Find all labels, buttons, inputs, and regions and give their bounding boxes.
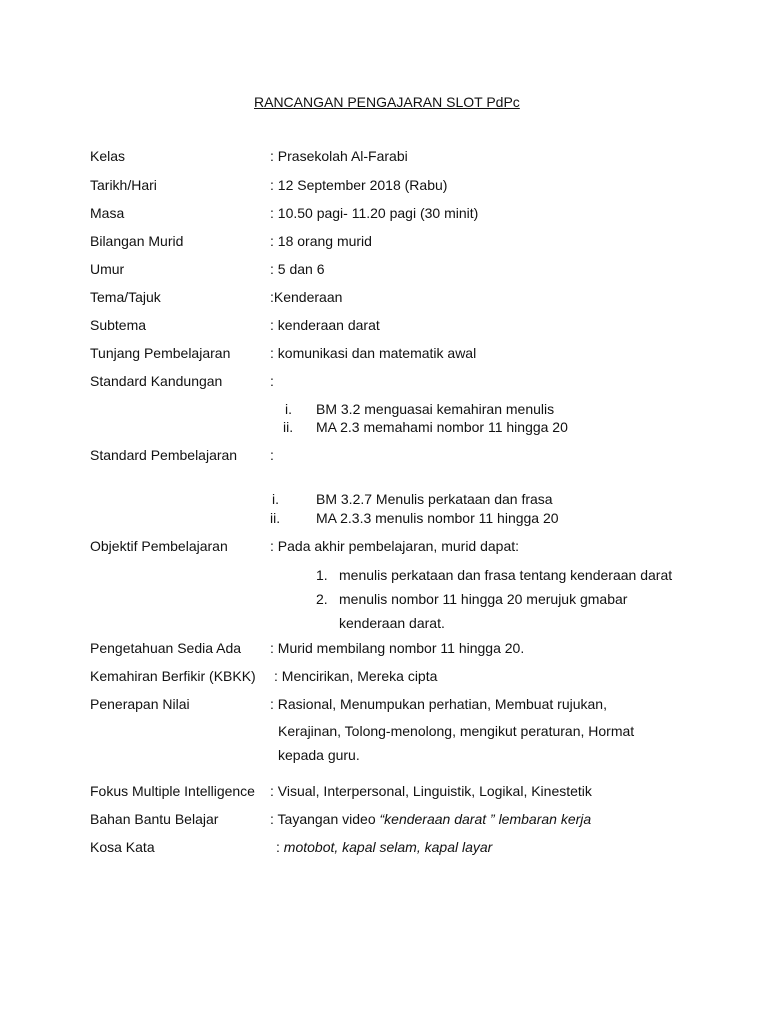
value-kbkk: : Mencirikan, Mereka cipta xyxy=(274,668,438,684)
value-objektif: : Pada akhir pembelajaran, murid dapat: xyxy=(270,538,520,554)
label-tema: Tema/Tajuk xyxy=(90,289,161,305)
label-bahan: Bahan Bantu Belajar xyxy=(90,811,219,827)
value-kosa xyxy=(276,838,492,856)
value-standard-kandungan: : xyxy=(270,373,274,389)
label-masa: Masa xyxy=(90,205,125,221)
value-kelas: : Prasekolah Al-Farabi xyxy=(270,148,408,164)
label-kosa: Kosa Kata xyxy=(90,839,155,855)
sk-item-1-num: i. xyxy=(285,401,292,417)
value-standard-pembelajaran: : xyxy=(270,447,274,463)
value-nilai: : Rasional, Menumpukan perhatian, Membuat rujukan, xyxy=(270,696,607,712)
label-standard-pembelajaran: Standard Pembelajaran xyxy=(90,447,238,463)
value-fokus: : Visual, Interpersonal, Linguistik, Logikal, Kinestetik xyxy=(270,783,592,799)
sp-item-1-num: i. xyxy=(272,491,279,507)
label-bilangan: Bilangan Murid xyxy=(90,233,184,249)
label-fokus: Fokus Multiple Intelligence xyxy=(90,783,255,799)
obj-item-2-text: menulis nombor 11 hingga 20 merujuk gmabar xyxy=(339,591,628,607)
value-nilai-line3: kepada guru. xyxy=(278,747,360,763)
sk-item-2-text: MA 2.3 memahami nombor 11 hingga 20 xyxy=(316,419,568,435)
label-kbkk: Kemahiran Berfikir (KBKK) xyxy=(90,668,256,684)
value-tunjang: : komunikasi dan matematik awal xyxy=(270,345,477,361)
sk-item-2-num: ii. xyxy=(283,419,294,435)
sp-item-2-text: MA 2.3.3 menulis nombor 11 hingga 20 xyxy=(316,510,559,526)
value-bahan xyxy=(270,810,591,828)
value-tema: :Kenderaan xyxy=(270,289,343,305)
label-pengetahuan: Pengetahuan Sedia Ada xyxy=(90,640,242,656)
page-title: RANCANGAN PENGAJARAN SLOT PdPc xyxy=(254,94,520,110)
sk-item-1-text: BM 3.2 menguasai kemahiran menulis xyxy=(316,401,555,417)
value-kosa-italic: motobot, kapal selam, kapal layar xyxy=(279,839,493,855)
label-kelas: Kelas xyxy=(90,148,126,164)
value-masa: : 10.50 pagi- 11.20 pagi (30 minit) xyxy=(270,205,479,221)
obj-item-1-text: menulis perkataan dan frasa tentang kenderaan darat xyxy=(339,567,673,583)
label-tunjang: Tunjang Pembelajaran xyxy=(90,345,231,361)
value-subtema: : kenderaan darat xyxy=(270,317,380,333)
value-pengetahuan: : Murid membilang nombor 11 hingga 20. xyxy=(270,640,525,656)
sp-item-2-num: ii. xyxy=(270,510,281,526)
value-kosa-prefix: : xyxy=(276,839,280,855)
label-standard-kandungan: Standard Kandungan xyxy=(90,373,223,389)
obj-item-2-num: 2. xyxy=(316,591,328,607)
value-bilangan: : 18 orang murid xyxy=(270,233,372,249)
value-tarikh: : 12 September 2018 (Rabu) xyxy=(270,177,448,193)
label-umur: Umur xyxy=(90,261,125,277)
label-objektif: Objektif Pembelajaran xyxy=(90,538,228,554)
obj-item-2-text-cont: kenderaan darat. xyxy=(339,615,445,631)
label-tarikh: Tarikh/Hari xyxy=(90,177,157,193)
value-bahan-prefix: : Tayangan video xyxy=(270,811,376,827)
value-umur: : 5 dan 6 xyxy=(270,261,325,277)
sp-item-1-text: BM 3.2.7 Menulis perkataan dan frasa xyxy=(316,491,553,507)
label-subtema: Subtema xyxy=(90,317,147,333)
value-bahan-italic: “kenderaan darat ” lembaran kerja xyxy=(375,811,592,827)
obj-item-1-num: 1. xyxy=(316,567,328,583)
value-nilai-line2: Kerajinan, Tolong-menolong, mengikut peraturan, Hormat xyxy=(278,723,635,739)
label-nilai: Penerapan Nilai xyxy=(90,696,190,712)
